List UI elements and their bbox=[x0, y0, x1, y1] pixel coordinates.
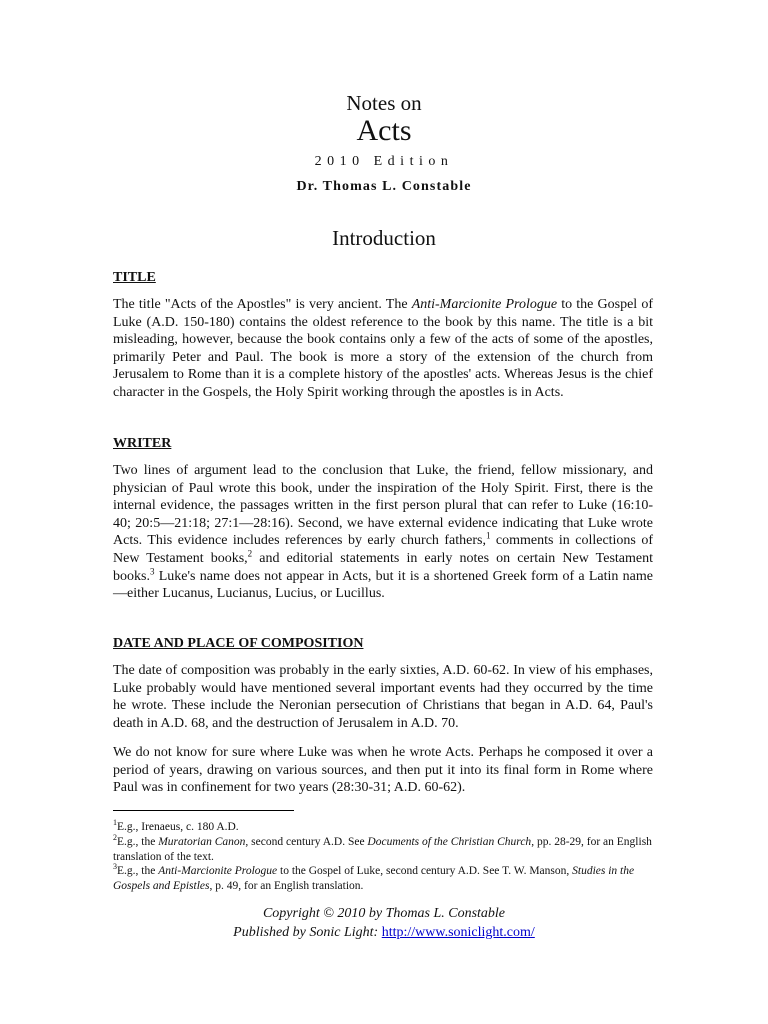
title-heading: TITLE bbox=[113, 270, 156, 285]
website-link[interactable]: http://www.soniclight.com/ bbox=[381, 925, 535, 940]
footnote-ref-1[interactable]: 1 bbox=[485, 530, 491, 541]
footnote-2: $^2$E.g., the Muratorian Canon, second century A.D. See Documents of the Christian Church, pp. 28-29, for an English translation of the text. bbox=[113, 833, 652, 863]
date-heading: DATE AND PLACE OF COMPOSITION bbox=[113, 636, 364, 651]
date-paragraph-2: We do not know for sure where Luke was when he wrote Acts. Perhaps he composed it over a period of years, drawing on various sources, and then put it into its final form in Rome where Paul was in confinement for two years (28:30-31; A.D. 60-62). bbox=[113, 745, 653, 796]
book-title: Acts bbox=[356, 114, 412, 147]
author-name: Dr. Thomas L. Constable bbox=[296, 179, 472, 194]
title-paragraph: The title "Acts of the Apostles" is very ancient. The Anti-Marcionite Prologue to the Gospel of Luke (A.D. 150-180) contains the oldest reference to the book by this name. The title is a bit misleading, however, because the book contains only a few of the acts of some of the apostles, primarily Peter and Paul. The book is more a story of the extension of the church from Jerusalem to Rome than it is a complete history of the apostles' acts. Whereas Jesus is the chief character in the Gospels, the Holy Spirit working through the apostles is in Acts. bbox=[113, 297, 653, 400]
writer-heading: WRITER bbox=[113, 436, 172, 451]
section-title: Introduction bbox=[332, 226, 436, 250]
footnote-ref-2[interactable]: 2 bbox=[247, 548, 253, 559]
copyright-line: Copyright © 2010 by Thomas L. Constable bbox=[262, 906, 506, 921]
publisher-line: Published by Sonic Light: http://www.soniclight.com/ bbox=[233, 925, 535, 940]
notes-on-label: Notes on bbox=[346, 91, 422, 115]
writer-paragraph: Two lines of argument lead to the conclusion that Luke, the friend, fellow missionary, and physician of Paul wrote this book, under the inspiration of the Holy Spirit. First, there is the internal evidence, the passages written in the first person plural that can refer to Luke (16:10-40; 20:5—21:18; 27:1—28:16). Second, we have external evidence indicating that Luke wrote Acts. This evidence includes references by early church fathers,$^1$ comments in collections of New Testament books,$^2$ and editorial statements in early notes on certain New Testament books.$^3$ Luke's name does not appear in Acts, but it is a shortened Greek form of a Latin name—either Lucanus, Lucianus, Lucius, or Lucillus. bbox=[113, 463, 653, 602]
footnote-1: $^1$E.g., Irenaeus, c. 180 A.D. bbox=[113, 818, 239, 833]
footnote-3: $^3$E.g., the Anti-Marcionite Prologue to the Gospel of Luke, second century A.D. See T. W. Manson, Studies in the Gospels and Epistles, p. 49, for an English translation. bbox=[113, 862, 635, 892]
footnote-ref-3[interactable]: 3 bbox=[149, 565, 155, 576]
edition-label: 2010 Edition bbox=[314, 154, 454, 169]
date-paragraph-1: The date of composition was probably in the early sixties, A.D. 60-62. In view of his emphases, Luke probably would have mentioned several important events had they occurred by the time he wrote. These include the Neronian persecution of Christians that began in A.D. 64, Paul's death in A.D. 68, and the destruction of Jerusalem in A.D. 70. bbox=[113, 663, 653, 731]
footnote-divider bbox=[113, 810, 294, 811]
